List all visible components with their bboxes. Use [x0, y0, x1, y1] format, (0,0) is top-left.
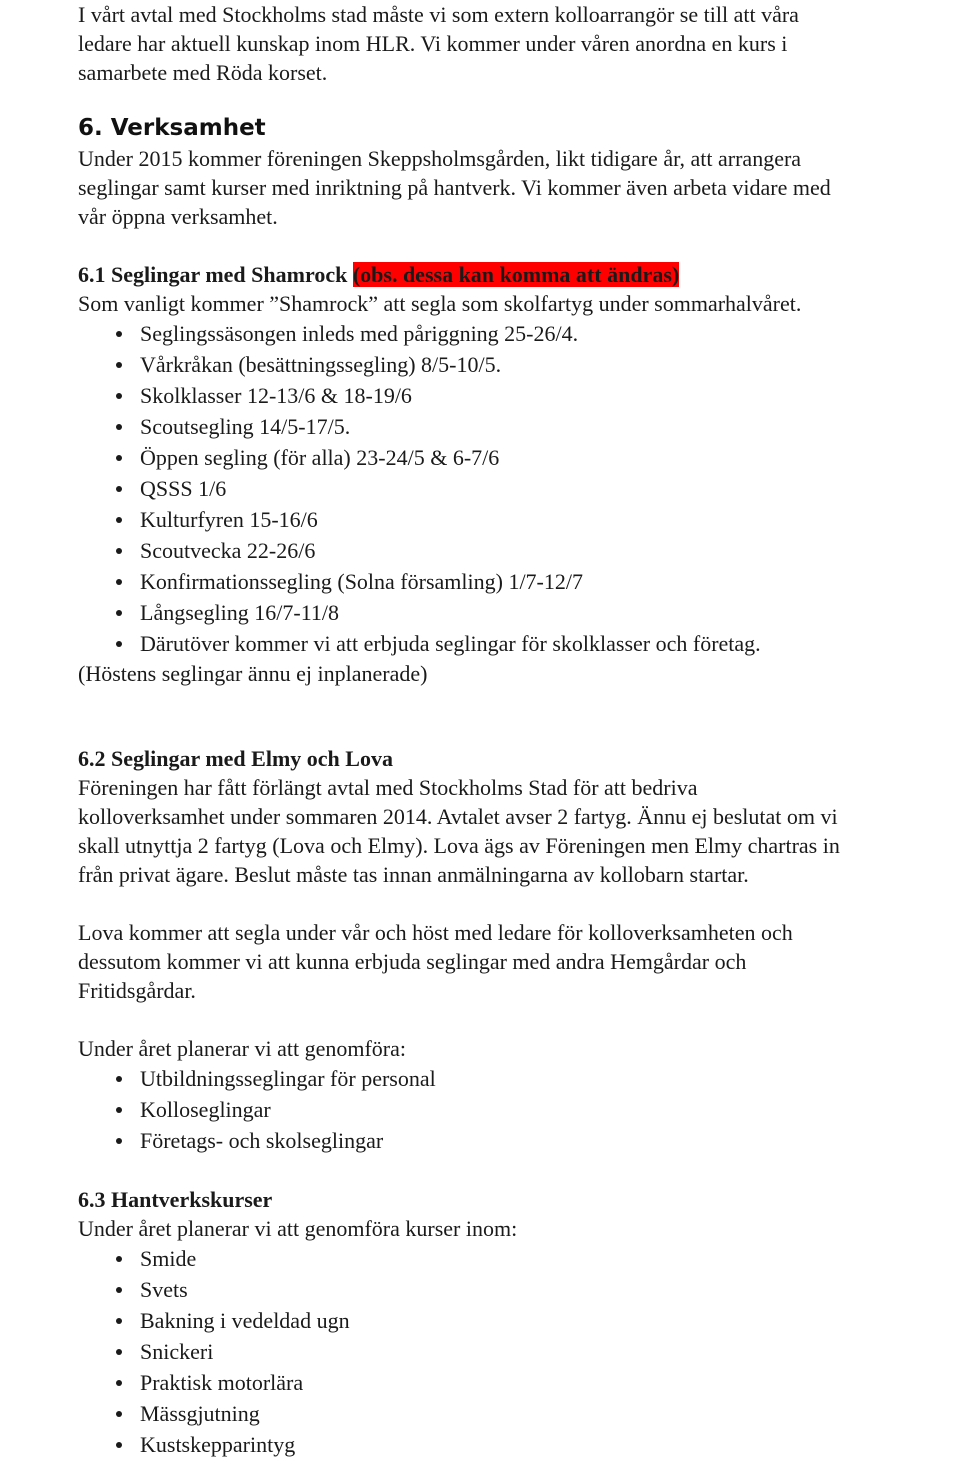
bullet-icon — [116, 641, 122, 647]
list-item — [78, 318, 958, 349]
elmy-lova-paragraph-1 — [78, 773, 958, 889]
courses-intro: Under året planerar vi att genomföra kurser inom: — [78, 1216, 518, 1241]
list-item — [78, 1429, 958, 1460]
list-item-text: QSSS 1/6 — [140, 476, 227, 501]
list-item-text: Smide — [140, 1246, 197, 1271]
bullet-icon — [116, 486, 122, 492]
intro-line: ledare har aktuell kunskap inom HLR. Vi kommer under våren anordna en kurs i — [78, 31, 788, 56]
list-item-text: Kustskepparintyg — [140, 1432, 296, 1457]
list-item — [78, 349, 958, 380]
elmy-lova-paragraph-2 — [78, 918, 958, 1005]
list-item-text: Konfirmationssegling (Solna församling) 1/7-12/7 — [140, 569, 583, 594]
subsection-heading-shamrock — [78, 260, 958, 289]
bullet-icon — [116, 362, 122, 368]
verksamhet-paragraph — [78, 144, 958, 231]
intro-paragraph — [78, 0, 958, 87]
bullet-icon — [116, 1256, 122, 1262]
list-item-text: Praktisk motorlära — [140, 1370, 304, 1395]
list-item — [78, 1063, 958, 1094]
list-item-text: Kolloseglingar — [140, 1097, 271, 1122]
list-item-text: Företags- och skolseglingar — [140, 1128, 384, 1153]
bullet-icon — [116, 393, 122, 399]
courses-list — [78, 1243, 958, 1460]
bullet-icon — [116, 610, 122, 616]
subsection-heading-elmy-lova: 6.2 Seglingar med Elmy och Lova — [78, 746, 393, 771]
shamrock-schedule-list — [78, 318, 958, 659]
shamrock-heading-text: 6.1 Seglingar med Shamrock — [78, 262, 353, 287]
list-item-text: Skolklasser 12-13/6 & 18-19/6 — [140, 383, 412, 408]
verksamhet-line: Under 2015 kommer föreningen Skeppsholmsgården, likt tidigare år, att arrangera — [78, 146, 802, 171]
list-item-text: Svets — [140, 1277, 188, 1302]
paragraph-line: skall utnyttja 2 fartyg (Lova och Elmy). Lova ägs av Föreningen men Elmy chartras in — [78, 833, 840, 858]
list-item-text: Långsegling 16/7-11/8 — [140, 600, 339, 625]
bullet-icon — [116, 1287, 122, 1293]
shamrock-intro: Som vanligt kommer ”Shamrock” att segla som skolfartyg under sommarhalvåret. — [78, 291, 802, 316]
list-item — [78, 411, 958, 442]
paragraph-line: från privat ägare. Beslut måste tas innan anmälningarna av kollobarn startar. — [78, 862, 749, 887]
elmy-lova-plan-list — [78, 1063, 958, 1156]
bullet-icon — [116, 548, 122, 554]
list-item-text: Mässgjutning — [140, 1401, 260, 1426]
bullet-icon — [116, 579, 122, 585]
list-item — [78, 1125, 958, 1156]
list-item — [78, 442, 958, 473]
list-item — [78, 1094, 958, 1125]
list-item-text: Seglingssäsongen inleds med påriggning 25-26/4. — [140, 321, 579, 346]
bullet-icon — [116, 1411, 122, 1417]
section-heading-verksamhet: 6. Verksamhet — [78, 115, 266, 141]
list-item-text: Snickeri — [140, 1339, 214, 1364]
list-item — [78, 597, 958, 628]
paragraph-line: Fritidsgårdar. — [78, 978, 196, 1003]
list-item — [78, 1367, 958, 1398]
bullet-icon — [116, 517, 122, 523]
intro-line: I vårt avtal med Stockholms stad måste vi som extern kolloarrangör se till att våra — [78, 2, 799, 27]
bullet-icon — [116, 424, 122, 430]
paragraph-line: dessutom kommer vi att kunna erbjuda seglingar med andra Hemgårdar och — [78, 949, 747, 974]
shamrock-footer-note: (Höstens seglingar ännu ej inplanerade) — [78, 661, 428, 686]
bullet-icon — [116, 1318, 122, 1324]
list-item-text: Scoutsegling 14/5-17/5. — [140, 414, 351, 439]
list-item-text: Därutöver kommer vi att erbjuda seglingar för skolklasser och företag. — [140, 631, 761, 656]
list-item — [78, 566, 958, 597]
verksamhet-line: seglingar samt kurser med inriktning på hantverk. Vi kommer även arbeta vidare med — [78, 175, 831, 200]
list-item — [78, 473, 958, 504]
list-item — [78, 1398, 958, 1429]
change-notice-highlight: (obs. dessa kan komma att ändras) — [352, 262, 680, 287]
subsection-heading-hantverkskurser: 6.3 Hantverkskurser — [78, 1187, 273, 1212]
bullet-icon — [116, 455, 122, 461]
list-item — [78, 628, 958, 659]
bullet-icon — [116, 1380, 122, 1386]
verksamhet-line: vår öppna verksamhet. — [78, 204, 278, 229]
bullet-icon — [116, 331, 122, 337]
bullet-icon — [116, 1107, 122, 1113]
list-item — [78, 1274, 958, 1305]
bullet-icon — [116, 1076, 122, 1082]
list-item-text: Utbildningsseglingar för personal — [140, 1066, 436, 1091]
list-item-text: Vårkråkan (besättningssegling) 8/5-10/5. — [140, 352, 502, 377]
list-item — [78, 1305, 958, 1336]
list-item-text: Kulturfyren 15-16/6 — [140, 507, 318, 532]
list-item — [78, 535, 958, 566]
list-item — [78, 504, 958, 535]
list-item-text: Bakning i vedeldad ugn — [140, 1308, 350, 1333]
bullet-icon — [116, 1442, 122, 1448]
list-item — [78, 380, 958, 411]
paragraph-line: Föreningen har fått förlängt avtal med Stockholms Stad för att bedriva — [78, 775, 698, 800]
plan-intro: Under året planerar vi att genomföra: — [78, 1036, 407, 1061]
intro-line: samarbete med Röda korset. — [78, 60, 328, 85]
paragraph-line: Lova kommer att segla under vår och höst med ledare för kolloverksamheten och — [78, 920, 793, 945]
list-item — [78, 1336, 958, 1367]
document-page — [78, 0, 958, 1460]
list-item-text: Scoutvecka 22-26/6 — [140, 538, 316, 563]
list-item — [78, 1243, 958, 1274]
bullet-icon — [116, 1349, 122, 1355]
paragraph-line: kolloverksamhet under sommaren 2014. Avtalet avser 2 fartyg. Ännu ej beslutat om vi — [78, 804, 838, 829]
list-item-text: Öppen segling (för alla) 23-24/5 & 6-7/6 — [140, 445, 500, 470]
bullet-icon — [116, 1138, 122, 1144]
